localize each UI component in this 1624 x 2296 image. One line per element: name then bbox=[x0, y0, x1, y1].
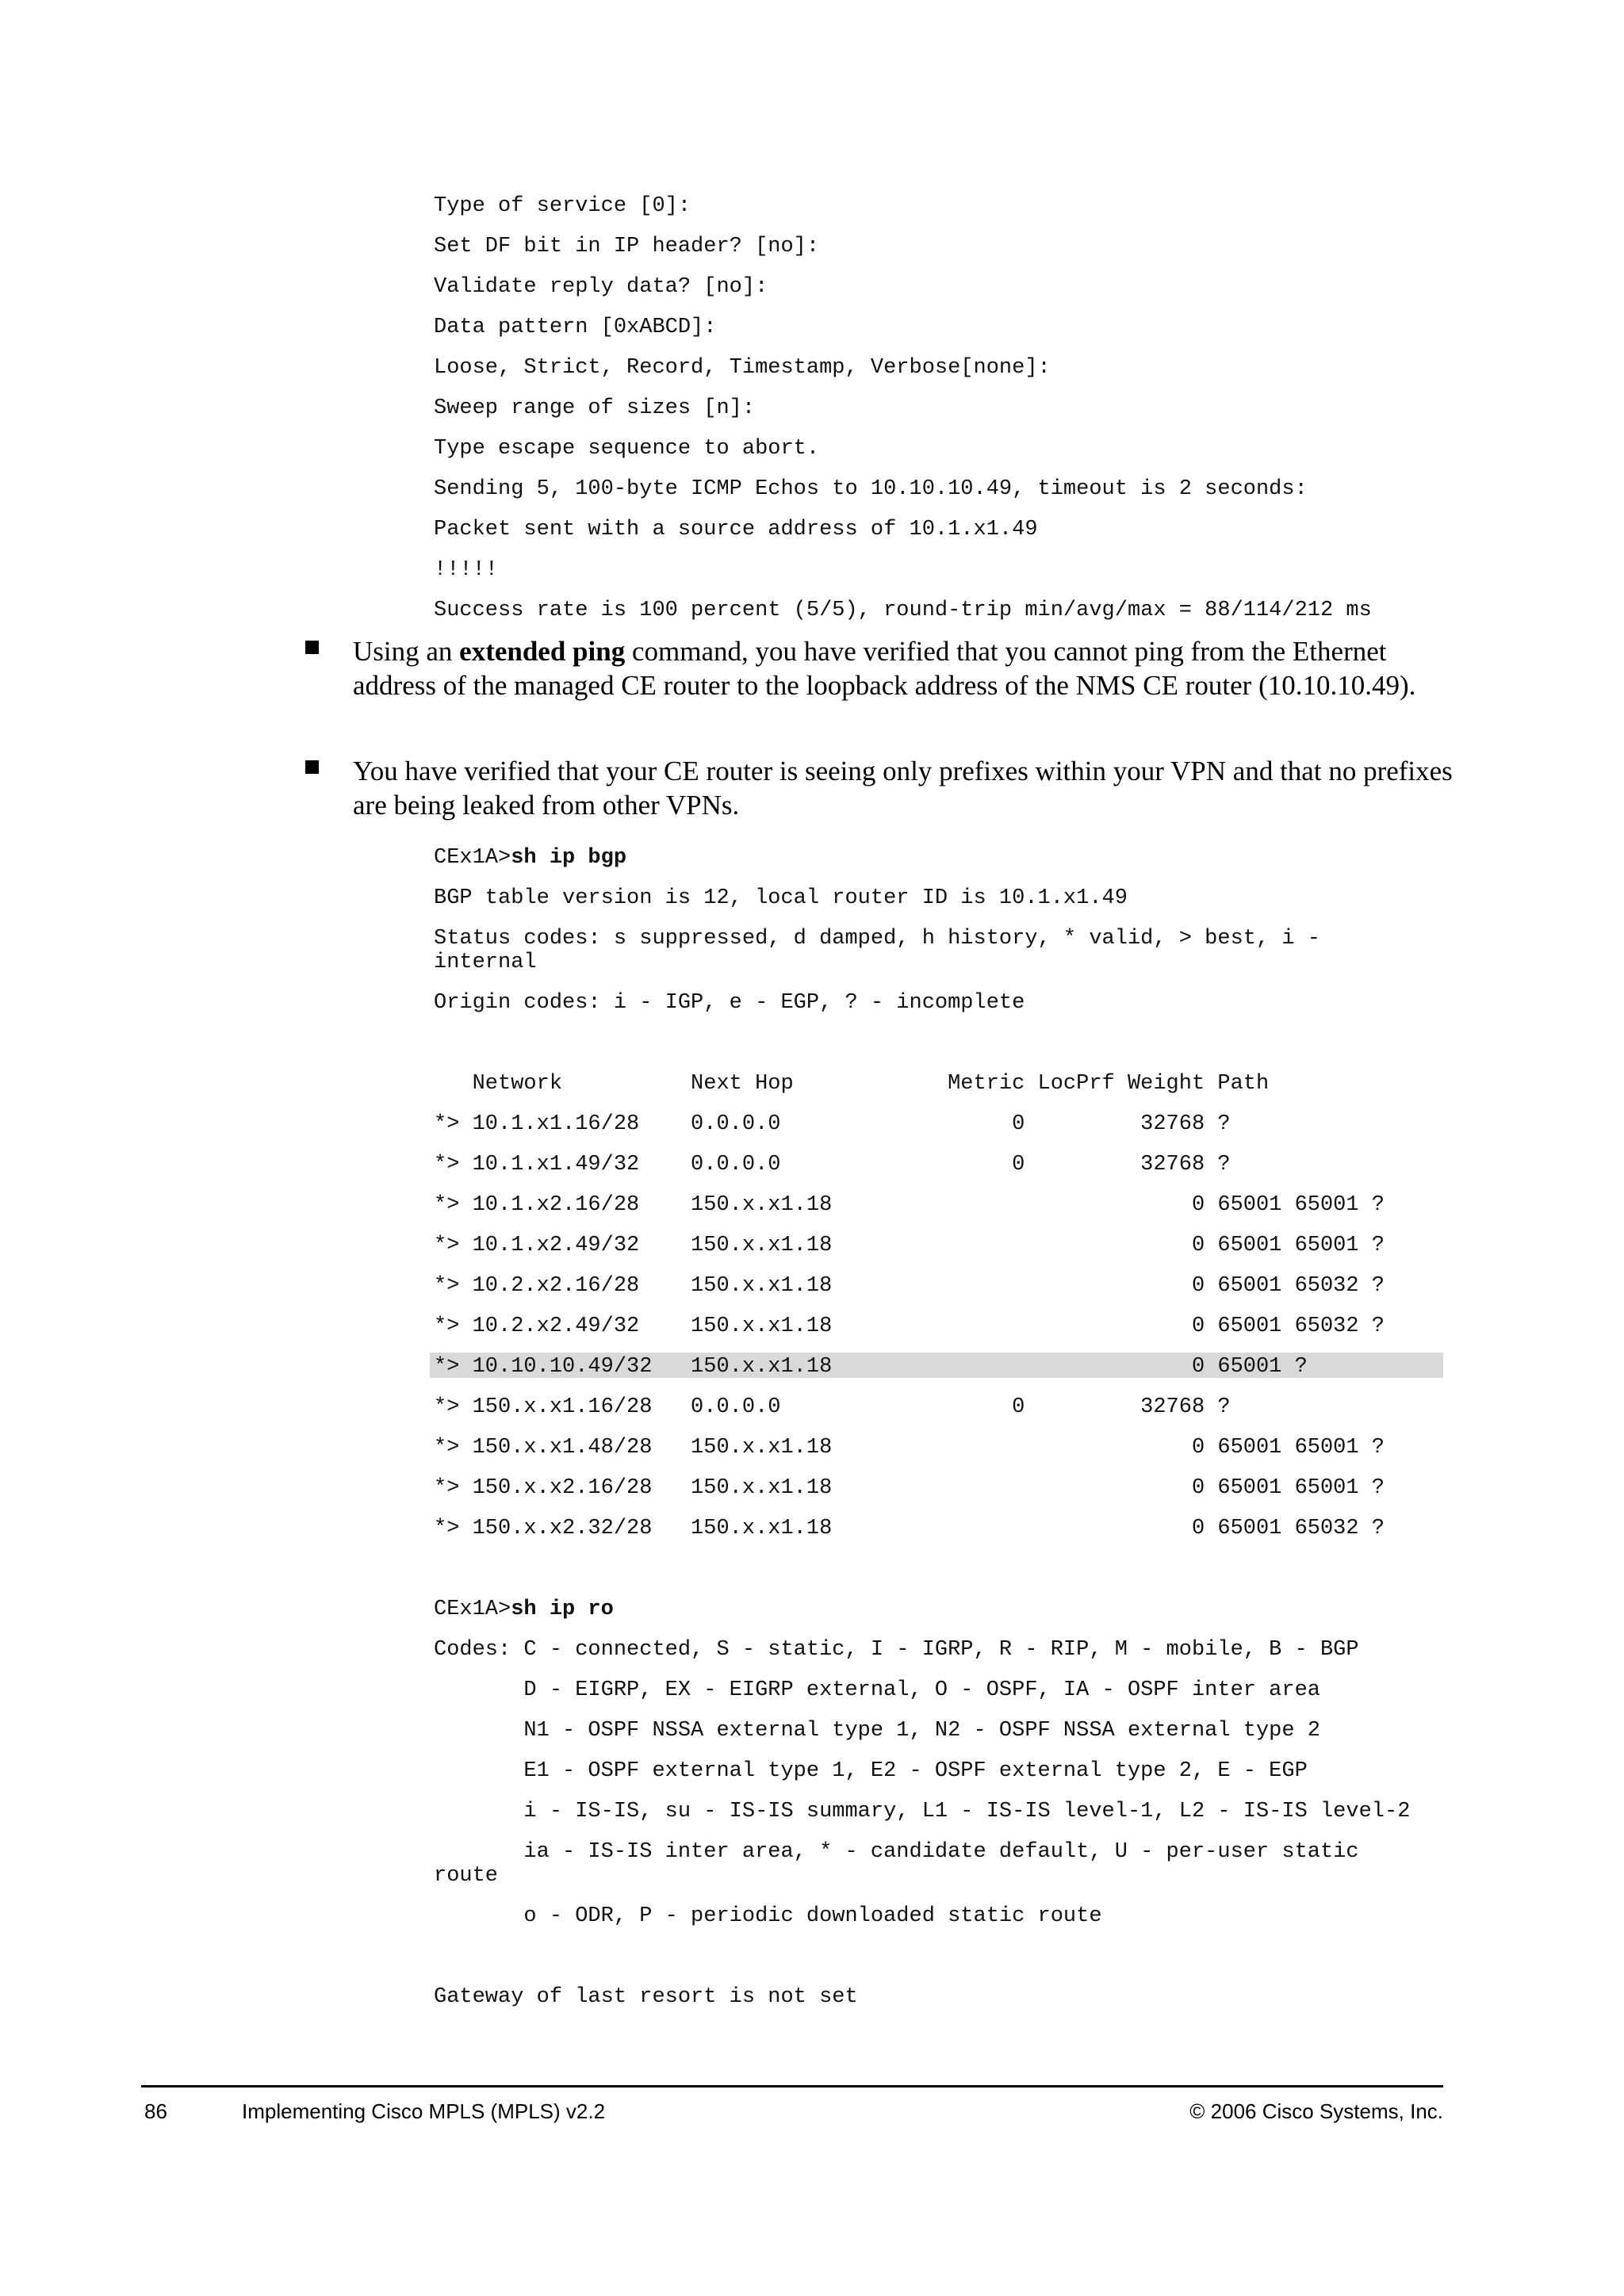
route-codes-line: route bbox=[434, 1864, 499, 1888]
ping-line: Type escape sequence to abort. bbox=[434, 437, 820, 461]
ping-line: Loose, Strict, Record, Timestamp, Verbose[none]: bbox=[434, 356, 1051, 380]
table-row: *> 10.1.x1.16/28 0.0.0.0 0 32768 ? bbox=[434, 1112, 1231, 1136]
table-row: *> 10.2.x2.16/28 150.x.x1.18 0 65001 65032 ? bbox=[434, 1274, 1385, 1298]
ping-line: Sending 5, 100-byte ICMP Echos to 10.10.10.49, timeout is 2 seconds: bbox=[434, 477, 1308, 501]
ping-line: !!!!! bbox=[434, 558, 499, 582]
bgp-header-line: Status codes: s suppressed, d damped, h history, * valid, > best, i - bbox=[434, 927, 1320, 951]
route-codes-line: i - IS-IS, su - IS-IS summary, L1 - IS-IS level-1, L2 - IS-IS level-2 bbox=[434, 1800, 1411, 1823]
footer-title: Implementing Cisco MPLS (MPLS) v2.2 bbox=[242, 2099, 606, 2123]
footer-rule bbox=[141, 2085, 1443, 2087]
table-row: *> 10.1.x2.16/28 150.x.x1.18 0 65001 65001 ? bbox=[434, 1193, 1385, 1217]
command-line: CEx1A>sh ip ro bbox=[434, 1598, 614, 1621]
command-line: CEx1A>sh ip bgp bbox=[434, 846, 627, 870]
ping-line: Success rate is 100 percent (5/5), round-trip min/avg/max = 88/114/212 ms bbox=[434, 599, 1372, 622]
table-row: *> 150.x.x1.16/28 0.0.0.0 0 32768 ? bbox=[434, 1395, 1231, 1419]
table-row: *> 150.x.x2.32/28 150.x.x1.18 0 65001 65032 ? bbox=[434, 1517, 1385, 1540]
ping-line: Packet sent with a source address of 10.1.x1.49 bbox=[434, 518, 1038, 541]
bgp-header-line: internal bbox=[434, 951, 537, 974]
bgp-header-line: Origin codes: i - IGP, e - EGP, ? - incomplete bbox=[434, 991, 1025, 1015]
bullet-text: Using an extended ping command, you have verified that you cannot ping from the Ethernet address of the managed CE router to the loopback address of the NMS CE router (10.10.10.49). bbox=[353, 636, 1416, 701]
route-codes-line: D - EIGRP, EX - EIGRP external, O - OSPF, IA - OSPF inter area bbox=[434, 1678, 1320, 1702]
route-codes-line: E1 - OSPF external type 1, E2 - OSPF external type 2, E - EGP bbox=[434, 1759, 1308, 1783]
footer-copyright: © 2006 Cisco Systems, Inc. bbox=[1189, 2099, 1443, 2123]
square-bullet-icon bbox=[305, 641, 319, 654]
page-number: 86 bbox=[144, 2099, 167, 2123]
route-codes-line: N1 - OSPF NSSA external type 1, N2 - OSPF NSSA external type 2 bbox=[434, 1719, 1320, 1743]
bgp-header-line: BGP table version is 12, local router ID is 10.1.x1.49 bbox=[434, 886, 1128, 910]
route-codes-line: o - ODR, P - periodic downloaded static route bbox=[434, 1904, 1102, 1928]
bullet-text: You have verified that your CE router is seeing only prefixes within your VPN and that no prefixes are being leaked from other VPNs. bbox=[353, 756, 1453, 821]
table-row: *> 150.x.x2.16/28 150.x.x1.18 0 65001 65001 ? bbox=[434, 1476, 1385, 1500]
ping-line: Validate reply data? [no]: bbox=[434, 275, 768, 299]
table-row: *> 10.1.x1.49/32 0.0.0.0 0 32768 ? bbox=[434, 1153, 1231, 1177]
bgp-table-header: Network Next Hop Metric LocPrf Weight Path bbox=[434, 1072, 1270, 1096]
ping-line: Data pattern [0xABCD]: bbox=[434, 316, 717, 339]
table-row: *> 10.2.x2.49/32 150.x.x1.18 0 65001 65032 ? bbox=[434, 1314, 1385, 1338]
ping-line: Set DF bit in IP header? [no]: bbox=[434, 235, 820, 258]
table-row: *> 150.x.x1.48/28 150.x.x1.18 0 65001 65001 ? bbox=[434, 1436, 1385, 1460]
gateway-line: Gateway of last resort is not set bbox=[434, 1985, 858, 2009]
route-codes-line: Codes: C - connected, S - static, I - IGRP, R - RIP, M - mobile, B - BGP bbox=[434, 1638, 1359, 1662]
table-row-highlighted: *> 10.10.10.49/32 150.x.x1.18 0 65001 ? bbox=[434, 1355, 1308, 1379]
ping-line: Sweep range of sizes [n]: bbox=[434, 396, 756, 420]
route-codes-line: ia - IS-IS inter area, * - candidate default, U - per-user static bbox=[434, 1840, 1359, 1864]
ping-line: Type of service [0]: bbox=[434, 194, 691, 218]
square-bullet-icon bbox=[305, 760, 319, 774]
table-row: *> 10.1.x2.49/32 150.x.x1.18 0 65001 65001 ? bbox=[434, 1234, 1385, 1257]
